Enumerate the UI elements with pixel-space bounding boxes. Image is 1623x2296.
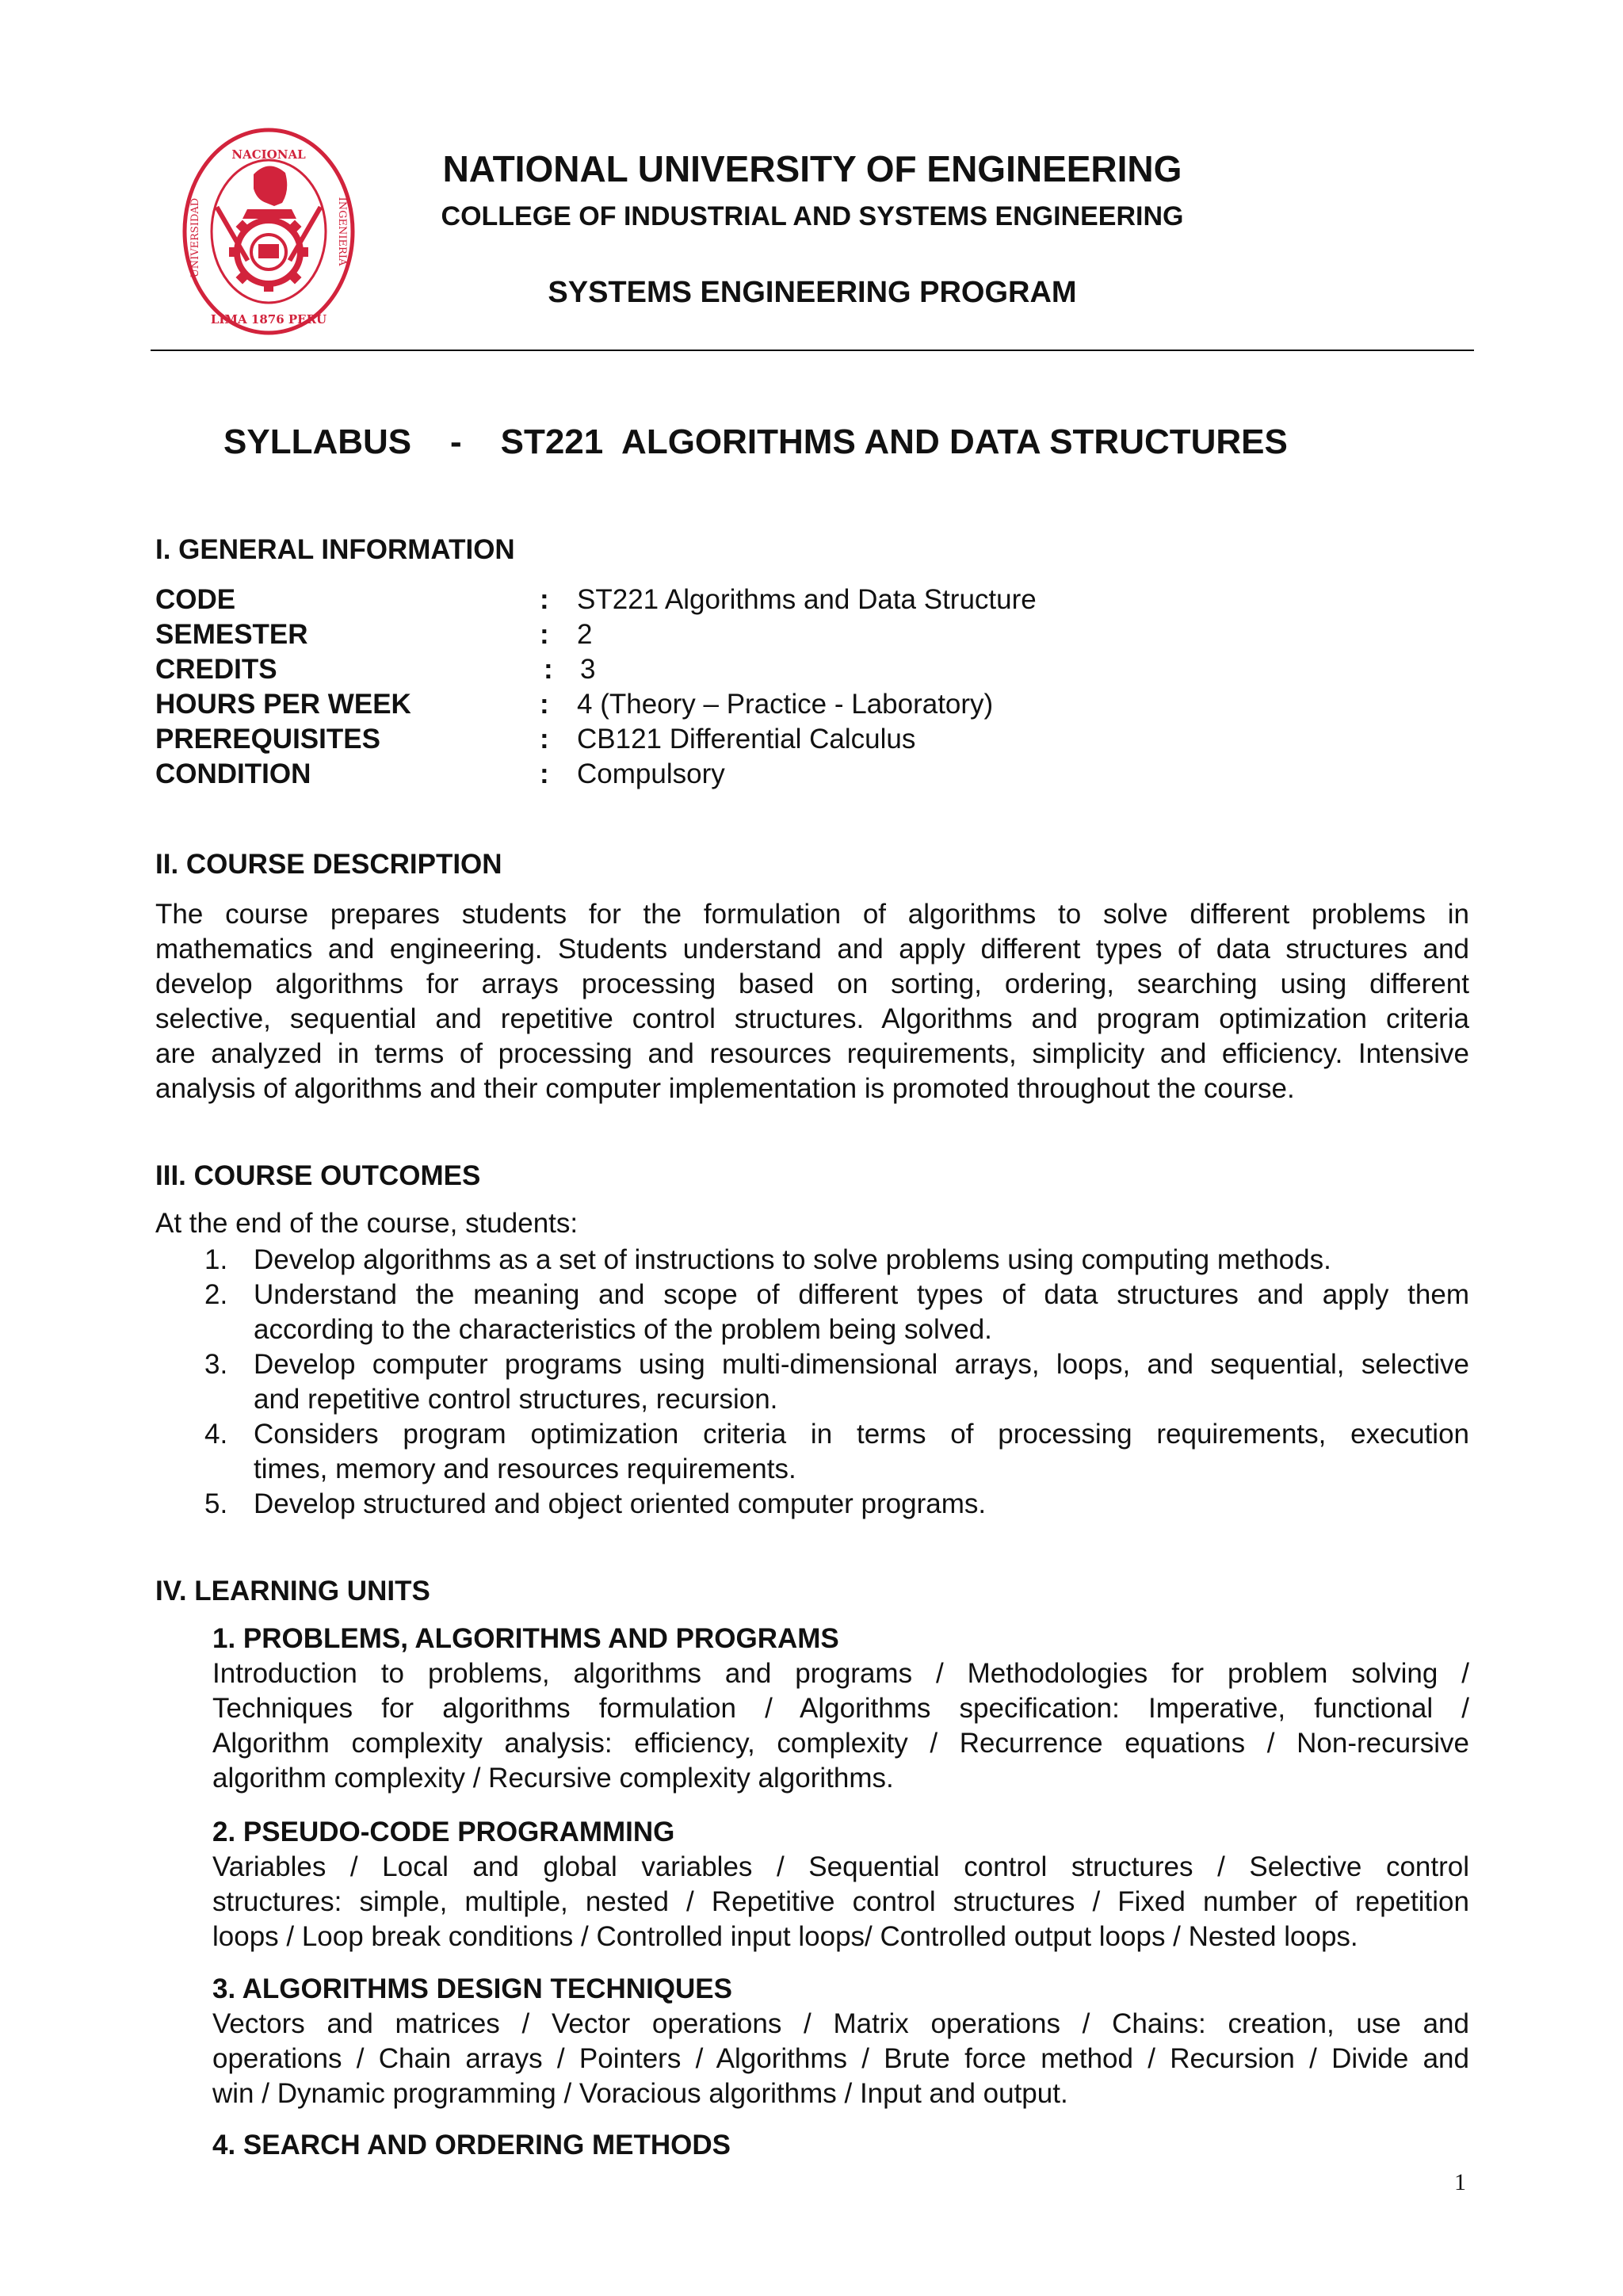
info-separator: : xyxy=(540,619,549,650)
outcome-line: and repetitive control structures, recursion. xyxy=(254,1384,778,1415)
info-value: CB121 Differential Calculus xyxy=(577,724,916,755)
info-separator: : xyxy=(540,689,549,720)
unit-line: structures: simple, multiple, nested / Repetitive control structures / Fixed number of repetition xyxy=(212,1886,1469,1917)
info-label: CREDITS xyxy=(155,654,277,685)
course-title: ST221 ALGORITHMS AND DATA STRUCTURES xyxy=(500,422,1288,461)
outcome-line: according to the characteristics of the problem being solved. xyxy=(254,1314,992,1345)
outcome-line: Understand the meaning and scope of different types of data structures and apply them xyxy=(254,1279,1469,1310)
info-value: ST221 Algorithms and Data Structure xyxy=(577,584,1037,615)
unit-line: Vectors and matrices / Vector operations / Matrix operations / Chains: creation, use and xyxy=(212,2008,1469,2039)
learning-unit xyxy=(212,1815,1469,1954)
learning-units-heading: IV. LEARNING UNITS xyxy=(155,1576,430,1606)
info-value: Compulsory xyxy=(577,758,725,789)
outcome-item xyxy=(155,1417,1469,1487)
unit-line: Introduction to problems, algorithms and programs / Methodologies for problem solving / xyxy=(212,1658,1469,1689)
outcome-number: 1. xyxy=(204,1244,228,1275)
outcome-line: Develop computer programs using multi-dimensional arrays, loops, and sequential, selective xyxy=(254,1349,1469,1380)
unit-title: 4. SEARCH AND ORDERING METHODS xyxy=(212,2130,731,2160)
outcomes-list xyxy=(155,1243,1469,1522)
learning-unit xyxy=(212,2128,1469,2163)
unit-title: 1. PROBLEMS, ALGORITHMS AND PROGRAMS xyxy=(212,1623,839,1654)
outcome-line: times, memory and resources requirements. xyxy=(254,1454,796,1484)
outcome-line: Develop structured and object oriented computer programs. xyxy=(254,1488,987,1519)
info-separator: : xyxy=(540,584,549,615)
unit-body xyxy=(212,2007,1469,2111)
outcome-number: 2. xyxy=(204,1279,228,1310)
description-paragraph xyxy=(155,897,1469,1106)
header-divider xyxy=(151,350,1474,351)
unit-line: Techniques for algorithms formulation / Algorithms specification: Imperative, functional / xyxy=(212,1693,1469,1724)
syllabus-dash: - xyxy=(450,422,462,461)
outcome-item xyxy=(155,1243,1469,1278)
unit-line: win / Dynamic programming / Voracious algorithms / Input and output. xyxy=(212,2078,1068,2109)
unit-title: 2. PSEUDO-CODE PROGRAMMING xyxy=(212,1817,675,1847)
description-heading: II. COURSE DESCRIPTION xyxy=(155,849,502,880)
info-separator: : xyxy=(540,758,549,789)
description-line: are analyzed in terms of processing and resources requirements, simplicity and efficiency. Intensive xyxy=(155,1038,1469,1069)
learning-unit xyxy=(212,1972,1469,2111)
info-label: CONDITION xyxy=(155,758,311,789)
outcomes-heading: III. COURSE OUTCOMES xyxy=(155,1160,481,1191)
unit-body xyxy=(212,1850,1469,1954)
unit-line: algorithm complexity / Recursive complexity algorithms. xyxy=(212,1763,894,1794)
info-separator: : xyxy=(540,724,549,755)
unit-line: Variables / Local and global variables / Sequential control structures / Selective control xyxy=(212,1851,1469,1882)
svg-text:LIMA 1876 PERU: LIMA 1876 PERU xyxy=(210,312,327,327)
info-value: 2 xyxy=(577,619,593,650)
description-line: The course prepares students for the formulation of algorithms to solve different problems in xyxy=(155,899,1469,930)
info-label: HOURS PER WEEK xyxy=(155,689,411,720)
unit-line: Algorithm complexity analysis: efficiency, complexity / Recurrence equations / Non-recursive xyxy=(212,1728,1469,1759)
outcome-number: 3. xyxy=(204,1349,228,1380)
description-line: analysis of algorithms and their computer implementation is promoted throughout the course. xyxy=(155,1073,1295,1104)
syllabus-title xyxy=(223,422,1288,462)
general-info-heading: I. GENERAL INFORMATION xyxy=(155,534,515,565)
unit-title: 3. ALGORITHMS DESIGN TECHNIQUES xyxy=(212,1973,732,2004)
info-label: SEMESTER xyxy=(155,619,308,650)
university-seal-logo xyxy=(181,127,357,336)
university-name: NATIONAL UNIVERSITY OF ENGINEERING xyxy=(442,148,1182,189)
outcome-line: Develop algorithms as a set of instructions to solve problems using computing methods. xyxy=(254,1244,1331,1275)
description-line: selective, sequential and repetitive control structures. Algorithms and program optimization criteria xyxy=(155,1003,1469,1034)
outcome-line: Considers program optimization criteria in terms of processing requirements, execution xyxy=(254,1419,1469,1450)
svg-text:NACIONAL: NACIONAL xyxy=(231,147,306,162)
program-name: SYSTEMS ENGINEERING PROGRAM xyxy=(548,276,1077,309)
unit-body xyxy=(212,1656,1469,1796)
svg-text:INGENIERIA: INGENIERIA xyxy=(336,197,348,266)
info-value: 4 (Theory – Practice - Laboratory) xyxy=(577,689,994,720)
syllabus-label: SYLLABUS xyxy=(223,422,412,461)
unit-line: operations / Chain arrays / Pointers / Algorithms / Brute force method / Recursion / Divide and xyxy=(212,2043,1469,2074)
page-number: 1 xyxy=(1454,2169,1466,2195)
learning-unit xyxy=(212,1622,1469,1796)
outcome-number: 5. xyxy=(204,1488,228,1519)
outcome-number: 4. xyxy=(204,1419,228,1450)
outcome-item xyxy=(155,1487,1469,1522)
svg-text:UNIVERSIDAD: UNIVERSIDAD xyxy=(189,197,201,278)
info-value: 3 xyxy=(580,654,596,685)
info-label: CODE xyxy=(155,584,236,615)
info-separator: : xyxy=(544,654,553,685)
college-name: COLLEGE OF INDUSTRIAL AND SYSTEMS ENGINEERING xyxy=(441,201,1184,231)
description-line: mathematics and engineering. Students understand and apply different types of data structures and xyxy=(155,934,1469,965)
outcomes-intro: At the end of the course, students: xyxy=(155,1208,579,1239)
outcome-item xyxy=(155,1347,1469,1417)
info-label: PREREQUISITES xyxy=(155,724,380,755)
description-line: develop algorithms for arrays processing based on sorting, ordering, searching using different xyxy=(155,968,1469,999)
outcome-item xyxy=(155,1278,1469,1347)
unit-line: loops / Loop break conditions / Controlled input loops/ Controlled output loops / Nested loops. xyxy=(212,1921,1358,1952)
